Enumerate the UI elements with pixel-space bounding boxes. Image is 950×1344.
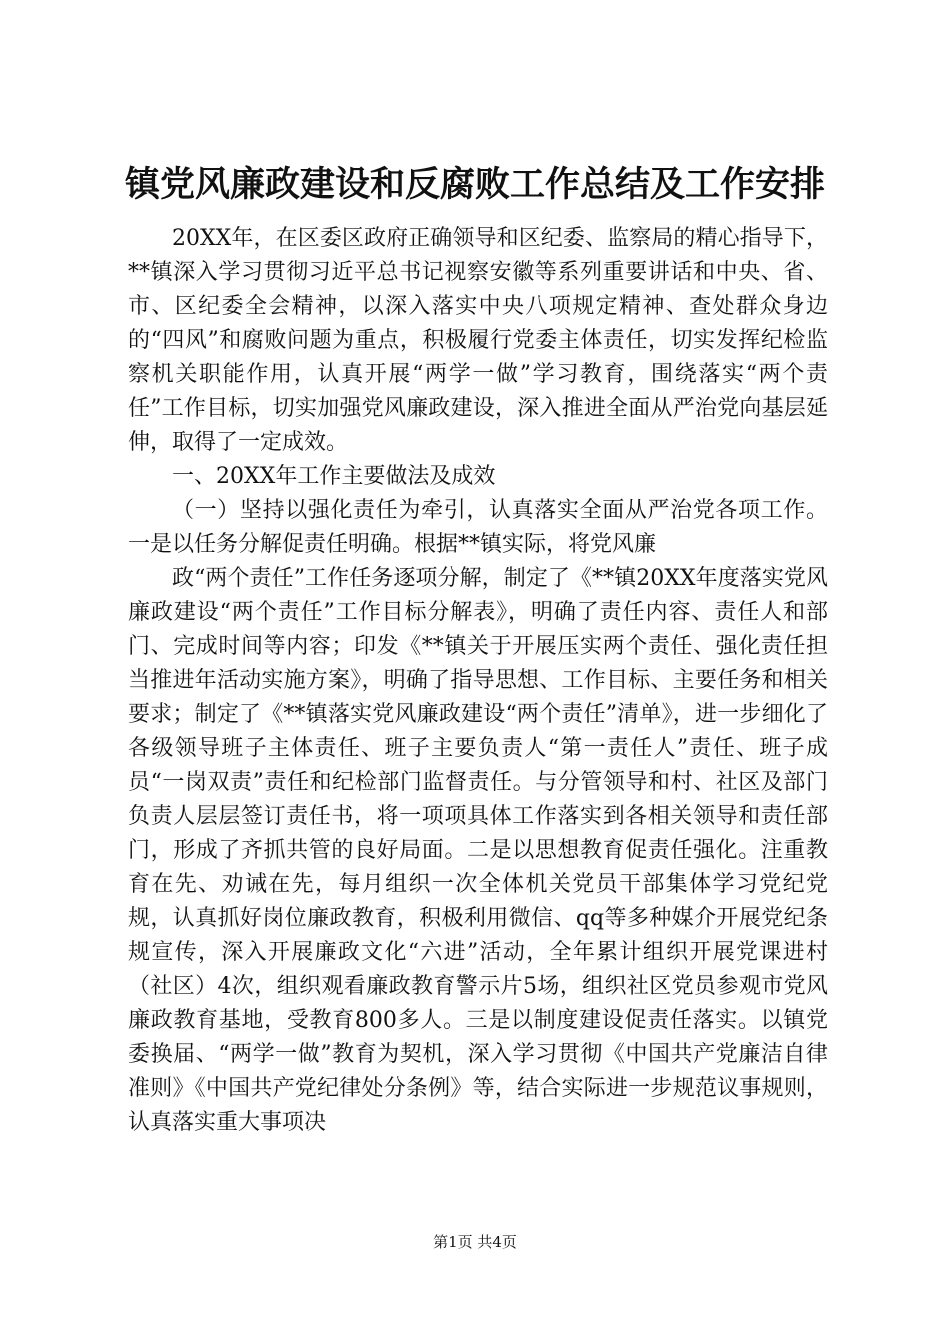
paragraph-subsection-1: （一）坚持以强化责任为牵引，认真落实全面从严治党各项工作。一是以任务分解促责任明确。根据**镇实际，将党风廉: [128, 498, 828, 557]
document-title: 镇党风廉政建设和反腐败工作总结及工作安排: [124, 164, 825, 205]
section-heading: 一、20XX年工作主要做法及成效: [172, 464, 496, 489]
page-footer: 第1页 共4页: [433, 1233, 517, 1251]
document-body: [128, 222, 828, 1140]
paragraph-intro: 20XX年，在区委区政府正确领导和区纪委、监察局的精心指导下，**镇深入学习贯彻习近平总书记视察安徽等系列重要讲话和中央、省、市、区纪委全会精神，以深入落实中央八项规定精神、查处群众身边的“四风”和腐败问题为重点，积极履行党委主体责任，切实发挥纪检监察机关职能作用，认真开展“两学一做”学习教育，围绕落实“两个责任”工作目标，切实加强党风廉政建设，深入推进全面从严治党向基层延伸，取得了一定成效。: [128, 226, 828, 455]
paragraph-continuation: 政“两个责任”工作任务逐项分解，制定了《**镇20XX年度落实党风廉政建设“两个责任”工作目标分解表》，明确了责任内容、责任人和部门、完成时间等内容；印发《**镇关于开展压实两个责任、强化责任担当推进年活动实施方案》，明确了指导思想、工作目标、主要任务和相关要求；制定了《**镇落实党风廉政建设“两个责任”清单》，进一步细化了各级领导班子主体责任、班子主要负责人“第一责任人”责任、班子成员“一岗双责”责任和纪检部门监督责任。与分管领导和村、社区及部门负责人层层签订责任书，将一项项具体工作落实到各相关领导和责任部门，形成了齐抓共管的良好局面。二是以思想教育促责任强化。注重教育在先、劝诫在先，每月组织一次全体机关党员干部集体学习党纪党规，认真抓好岗位廉政教育，积极利用微信、qq等多种媒介开展党纪条规宣传，深入开展廉政文化“六进”活动，全年累计组织开展党课进村（社区）4次，组织观看廉政教育警示片5场，组织社区党员参观市党风廉政教育基地，受教育800多人。三是以制度建设促责任落实。以镇党委换届、“两学一做”教育为契机，深入学习贯彻《中国共产党廉洁自律准则》《中国共产党纪律处分条例》等，结合实际进一步规范议事规则，认真落实重大事项决: [128, 566, 828, 1135]
